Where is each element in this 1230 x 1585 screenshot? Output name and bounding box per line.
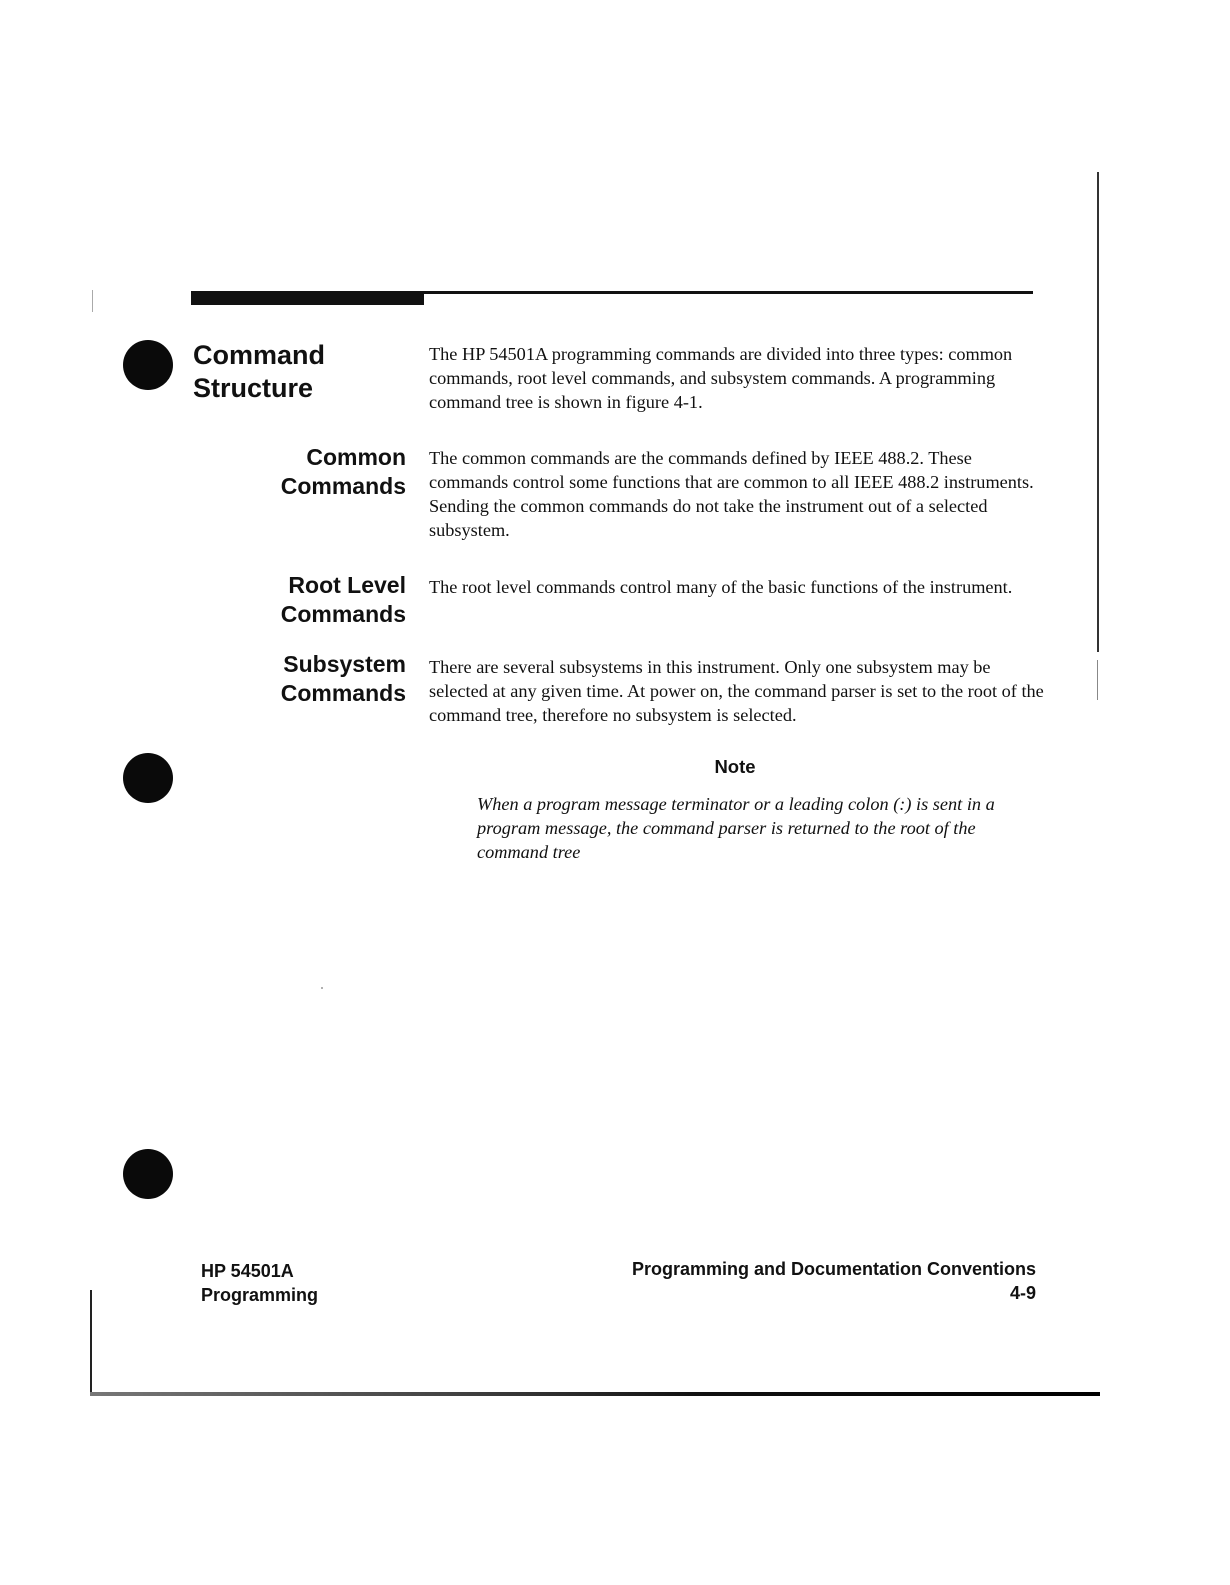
subsystem-commands-paragraph: There are several subsystems in this instrument. Only one subsystem may be selected at any given time. At power on, the command parser is set to the root of the command tree, therefore no subsystem is selected. [429, 657, 1044, 725]
subsection-heading-common-commands [281, 443, 406, 501]
section-title-line2: Structure [193, 373, 314, 403]
common-commands-paragraph: The common commands are the commands defined by IEEE 488.2. These commands control some functions that are common to all IEEE 488.2 instruments. Sending the common commands do not take the instrument out of a selected subsystem. [429, 448, 1034, 540]
scan-speck [321, 987, 323, 989]
subsection-heading-line1: Root Level [288, 572, 406, 598]
bottom-rule [90, 1392, 1100, 1396]
subsection-heading-root-level-commands [281, 571, 406, 629]
footer-manual-type: Programming [201, 1285, 319, 1305]
subsection-heading-subsystem-commands [281, 650, 406, 708]
subsection-heading-line2: Commands [280, 473, 406, 499]
section-title [193, 339, 325, 405]
note-label: Note [714, 756, 756, 777]
top-rule-thick-segment [191, 293, 424, 305]
section-intro-paragraph: The HP 54501A programming commands are divided into three types: common commands, root level commands, and subsystem commands. A programming command tree is shown in figure 4-1. [429, 344, 1013, 412]
subsection-heading-line1: Subsystem [283, 651, 406, 677]
section-title-line1: Command [193, 340, 326, 370]
footer-product-name: HP 54501A [201, 1261, 294, 1281]
subsection-heading-line2: Commands [280, 601, 406, 627]
binder-hole-middle [123, 753, 173, 803]
note-text: When a program message terminator or a leading colon (:) is sent in a program message, the command parser is returned to the root of the command tree [477, 794, 995, 862]
page-edge-line-right [1097, 172, 1099, 652]
footer-manual-title [201, 1259, 318, 1307]
footer-chapter-info [632, 1257, 1036, 1305]
footer-chapter-title: Programming and Documentation Conventions [631, 1259, 1036, 1279]
subsection-heading-line2: Commands [280, 680, 406, 706]
page-edge-line-right-lower [1097, 660, 1098, 700]
binder-hole-top [123, 340, 173, 390]
page-number: 4-9 [1009, 1283, 1036, 1303]
page-edge-line-left [90, 1290, 92, 1395]
binder-hole-bottom [123, 1149, 173, 1199]
page-edge-mark-left [92, 290, 93, 312]
subsection-heading-line1: Common [306, 444, 406, 470]
root-level-commands-paragraph: The root level commands control many of the basic functions of the instrument. [429, 577, 1013, 597]
